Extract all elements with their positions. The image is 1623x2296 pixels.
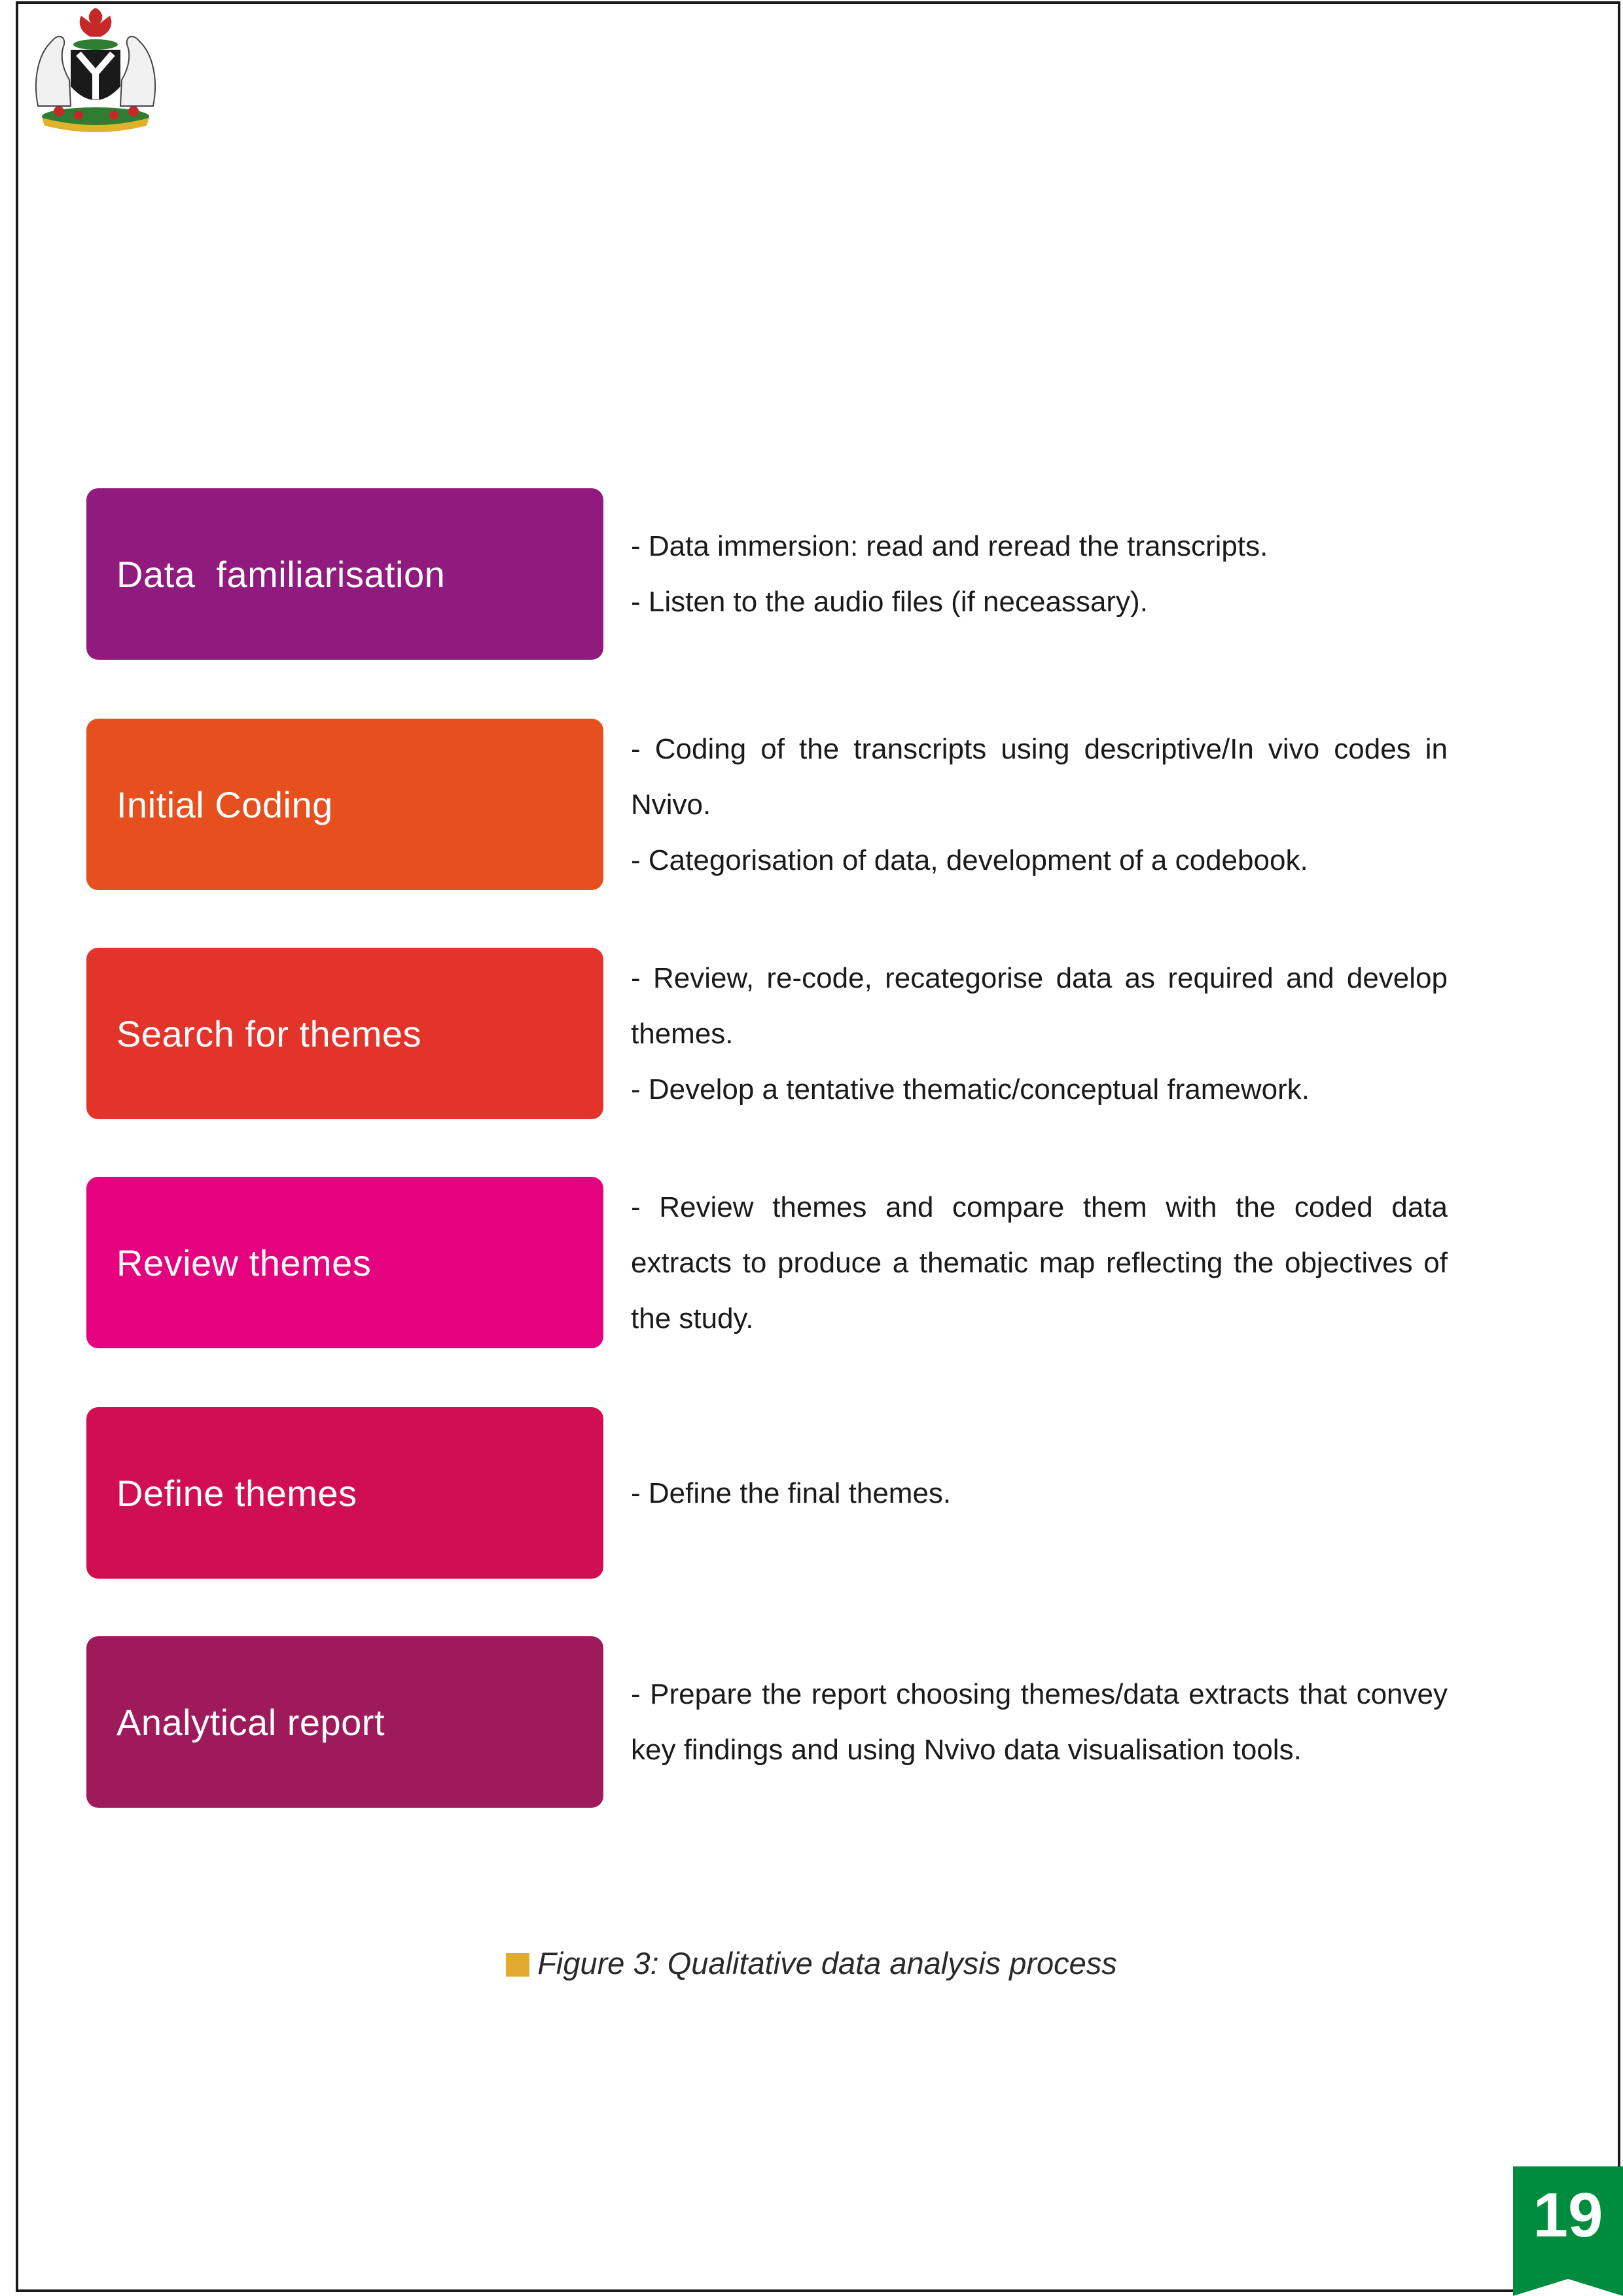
- step-description: [631, 719, 1448, 890]
- coat-of-arms-emblem: [18, 1, 173, 132]
- description-line: - Review, re-code, recategorise data as required and develop themes.: [631, 961, 1448, 1050]
- step-description: [631, 488, 1448, 660]
- process-step-row: [86, 948, 1448, 1119]
- caption-square-icon: [506, 1953, 529, 1977]
- step-box-search-for-themes: [86, 948, 603, 1119]
- step-box-review-themes: [86, 1177, 603, 1348]
- step-label: Search for themes: [116, 1013, 422, 1054]
- step-label: Data familiarisation: [116, 553, 446, 595]
- step-description: [631, 1636, 1448, 1808]
- process-step-row: [86, 719, 1448, 890]
- figure-caption: [0, 1945, 1623, 1981]
- step-description: [631, 1177, 1448, 1348]
- step-box-define-themes: [86, 1407, 603, 1579]
- description-line: - Review themes and compare them with the coded data extracts to produce a thematic map reflecting the objectives of the study.: [631, 1191, 1448, 1335]
- description-line: - Categorisation of data, development of a codebook.: [631, 844, 1308, 876]
- step-box-data-familiarisation: [86, 488, 603, 660]
- step-label: Initial Coding: [116, 783, 333, 825]
- process-step-row: [86, 1407, 1448, 1579]
- step-box-analytical-report: [86, 1636, 603, 1808]
- step-box-initial-coding: [86, 719, 603, 890]
- process-step-row: [86, 488, 1448, 660]
- caption-text: Figure 3: Qualitative data analysis process: [537, 1946, 1117, 1981]
- step-label: Define themes: [116, 1472, 357, 1514]
- description-line: - Listen to the audio files (if neceassary).: [631, 586, 1148, 618]
- step-description: [631, 948, 1448, 1119]
- step-label: Review themes: [116, 1242, 372, 1283]
- description-line: - Data immersion: read and reread the transcripts.: [631, 530, 1268, 562]
- process-step-row: [86, 1177, 1448, 1348]
- description-line: - Define the final themes.: [631, 1477, 952, 1509]
- description-line: - Prepare the report choosing themes/data extracts that convey key findings and using Nvivo data visualisation tools.: [631, 1678, 1448, 1766]
- step-label: Analytical report: [116, 1701, 385, 1743]
- description-line: - Develop a tentative thematic/conceptual framework.: [631, 1073, 1310, 1105]
- process-step-row: [86, 1636, 1448, 1808]
- step-description: [631, 1407, 1448, 1579]
- page-number: 19: [1533, 2180, 1603, 2250]
- description-line: - Coding of the transcripts using descriptive/In vivo codes in Nvivo.: [631, 732, 1448, 821]
